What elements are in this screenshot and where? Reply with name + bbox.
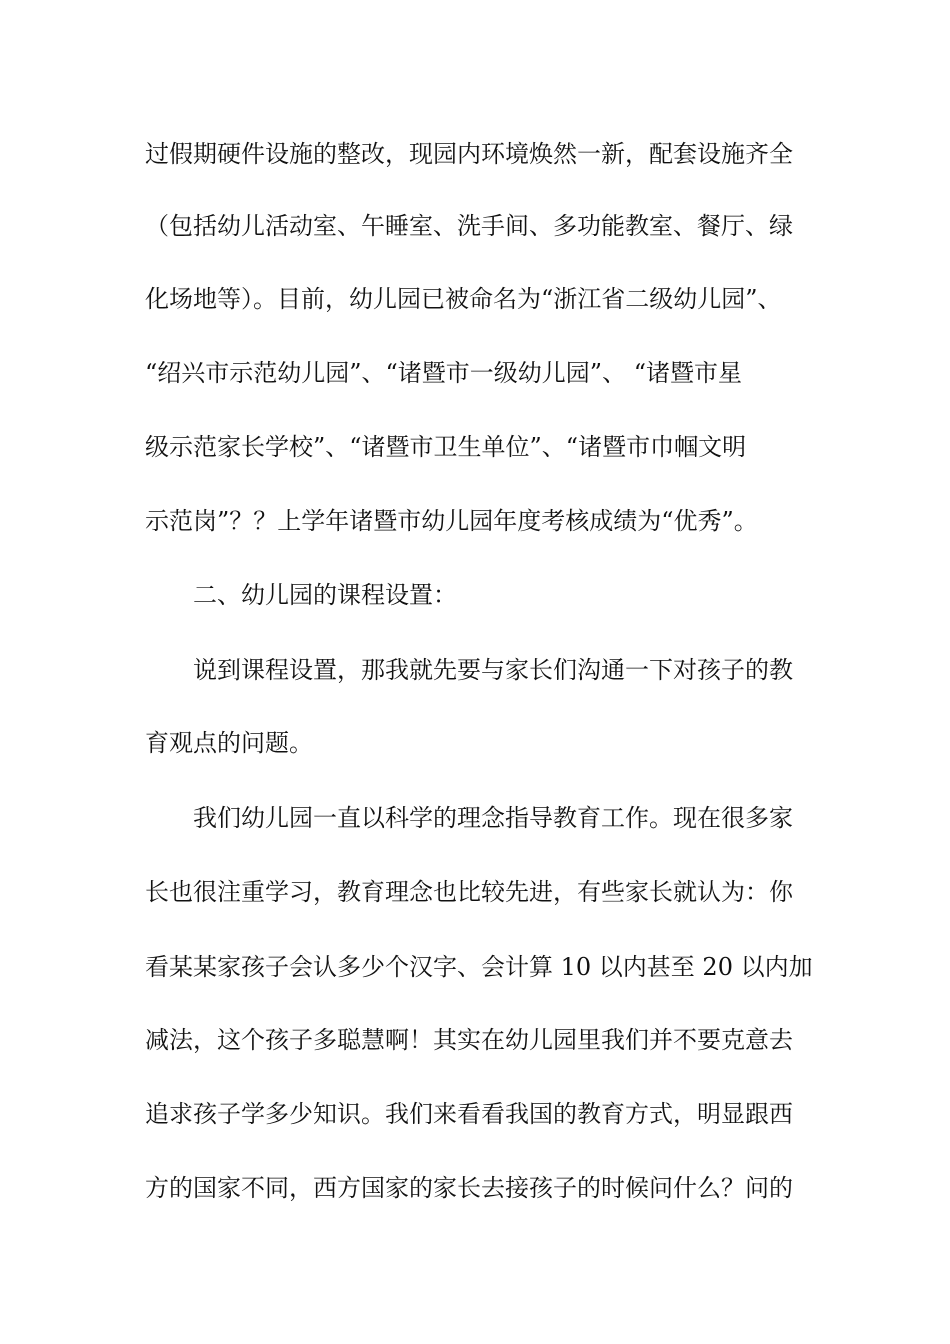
- paragraph-line: 追求孩子学多少知识。我们来看看我国的教育方式，明显跟西: [145, 1100, 793, 1128]
- paragraph-line: 减法，这个孩子多聪慧啊！其实在幼儿园里我们并不要克意去: [145, 1026, 793, 1054]
- paragraph-line: 育观点的问题。: [145, 729, 313, 757]
- paragraph-line: 过假期硬件设施的整改，现园内环境焕然一新，配套设施齐全: [145, 140, 793, 168]
- paragraph-line: 示范岗”？？上学年诸暨市幼儿园年度考核成绩为“优秀”。: [145, 507, 758, 535]
- paragraph-line: 化场地等）。目前，幼儿园已被命名为“浙江省二级幼儿园”、: [145, 285, 782, 313]
- paragraph-line: “绍兴市示范幼儿园”、“诸暨市一级幼儿园”、 “诸暨市星: [145, 359, 742, 387]
- paragraph-line: 说到课程设置，那我就先要与家长们沟通一下对孩子的教: [193, 656, 793, 684]
- paragraph-line: 我们幼儿园一直以科学的理念指导教育工作。现在很多家: [193, 804, 793, 832]
- section-heading: 二、幼儿园的课程设置：: [193, 581, 457, 609]
- paragraph-line: 方的国家不同，西方国家的家长去接孩子的时候问什么？问的: [145, 1174, 793, 1202]
- paragraph-line: 长也很注重学习，教育理念也比较先进，有些家长就认为：你: [145, 878, 793, 906]
- paragraph-line: 看某某家孩子会认多少个汉字、会计算 10 以内甚至 20 以内加: [145, 953, 813, 981]
- paragraph-line: （包括幼儿活动室、午睡室、洗手间、多功能教室、餐厅、绿: [145, 212, 793, 240]
- paragraph-line: 级示范家长学校”、“诸暨市卫生单位”、“诸暨市巾帼文明: [145, 433, 747, 461]
